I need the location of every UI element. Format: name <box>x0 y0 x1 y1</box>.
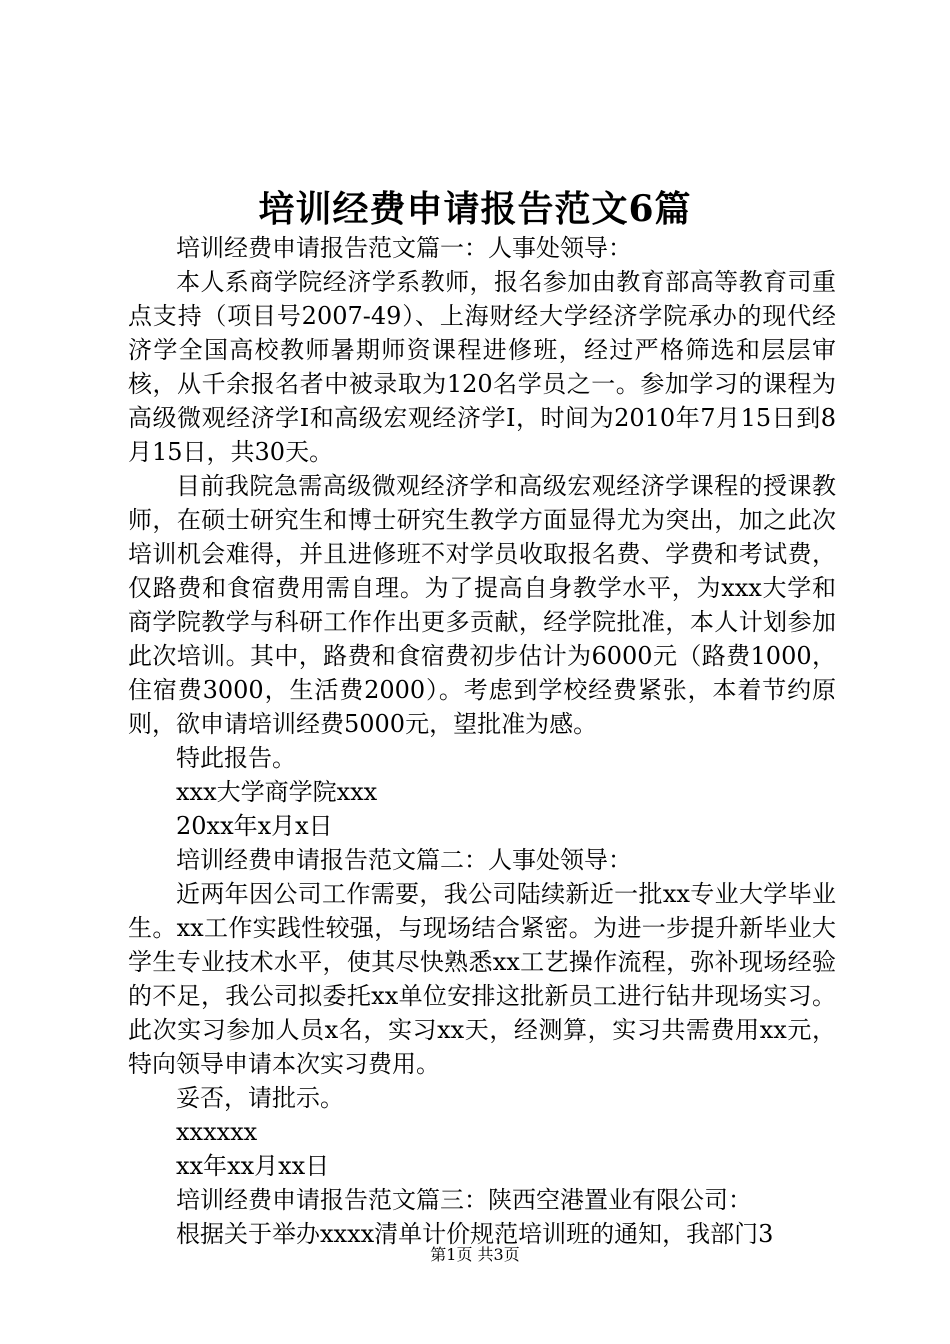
paragraph: 特此报告。 <box>176 744 296 772</box>
paragraph: 妥否，请批示。 <box>176 1084 344 1112</box>
paragraph: 培训经费申请报告范文篇三：陕西空港置业有限公司： <box>176 1186 752 1214</box>
paragraph: xx年xx月xx日 <box>176 1152 330 1180</box>
paragraph: 培训经费申请报告范文篇二：人事处领导： <box>176 846 632 874</box>
paragraph: 根据关于举办xxxx清单计价规范培训班的通知，我部门3 <box>176 1220 774 1248</box>
paragraph: 本人系商学院经济学系教师，报名参加由教育部高等教育司重点支持（项目号2007-49）、上海财经大学经济学院承办的现代经济学全国高校教师暑期师资课程进修班，经过严格筛选和层层审核，从千余报名者中被录取为120名学员之一。参加学习的课程为高级微观经济学Ⅰ和高级宏观经济学Ⅰ，时间为2010年7月15日到8月15日，共30天。 <box>128 268 836 466</box>
paragraph: 培训经费申请报告范文篇一：人事处领导： <box>176 234 632 262</box>
paragraph: xxx大学商学院xxx <box>176 778 378 806</box>
document-body <box>128 231 836 1251</box>
document-title: 培训经费申请报告范文6篇 <box>258 188 692 230</box>
page-footer: 第1页 共3页 <box>430 1245 520 1264</box>
paragraph: xxxxxx <box>176 1118 258 1146</box>
paragraph: 20xx年x月x日 <box>176 812 333 840</box>
paragraph: 目前我院急需高级微观经济学和高级宏观经济学课程的授课教师，在硕士研究生和博士研究生教学方面显得尤为突出，加之此次培训机会难得，并且进修班不对学员收取报名费、学费和考试费，仅路费和食宿费用需自理。为了提高自身教学水平，为xxx大学和商学院教学与科研工作作出更多贡献，经学院批准，本人计划参加此次培训。其中，路费和食宿费初步估计为6000元（路费1000，住宿费3000，生活费2000）。考虑到学校经费紧张，本着节约原则，欲申请培训经费5000元，望批准为感。 <box>128 472 836 738</box>
paragraph: 近两年因公司工作需要，我公司陆续新近一批xx专业大学毕业生。xx工作实践性较强，与现场结合紧密。为进一步提升新毕业大学生专业技术水平，使其尽快熟悉xx工艺操作流程，弥补现场经验的不足，我公司拟委托xx单位安排这批新员工进行钻井现场实习。此次实习参加人员x名，实习xx天，经测算，实习共需费用xx元，特向领导申请本次实习费用。 <box>128 880 836 1078</box>
